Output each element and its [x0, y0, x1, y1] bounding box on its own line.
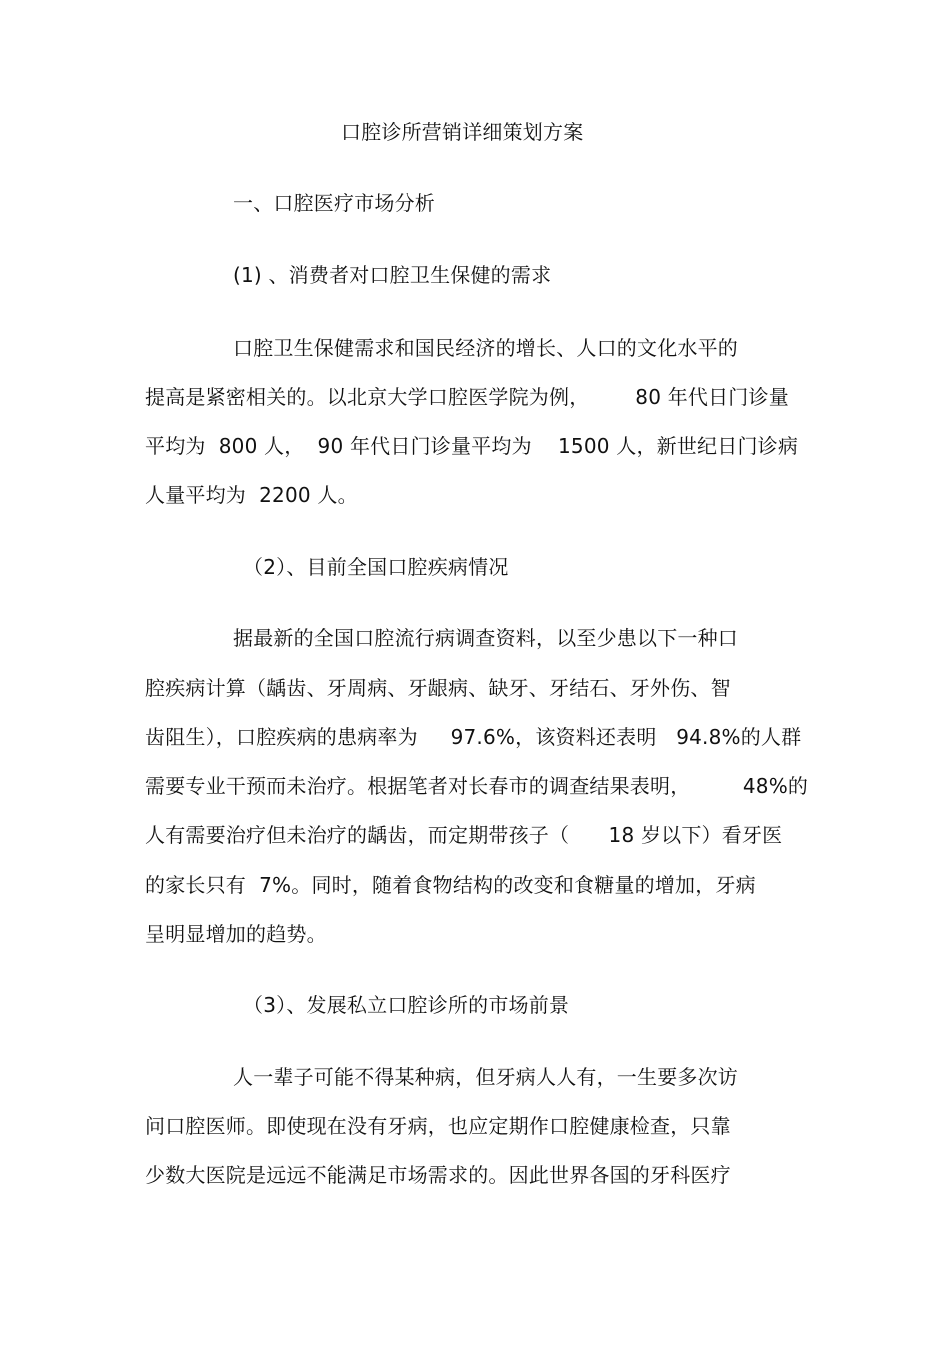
paragraph-line: 需要专业干预而未治疗。根据笔者对长春市的调查结果表明， 48%的 — [145, 774, 809, 798]
paragraph-line: 人一辈子可能不得某种病，但牙病人人有，一生要多次访 — [233, 1065, 738, 1089]
paragraph-line: 提高是紧密相关的。以北京大学口腔医学院为例， 80 年代日门诊量 — [145, 385, 789, 409]
subsection-heading: （2）、目前全国口腔疾病情况 — [243, 555, 509, 579]
paragraph-line: 人有需要治疗但未治疗的龋齿，而定期带孩子（ 18 岁以下）看牙医 — [145, 823, 783, 847]
paragraph-line: 少数大医院是远远不能满足市场需求的。因此世界各国的牙科医疗 — [145, 1163, 731, 1187]
section-heading: 一、口腔医疗市场分析 — [233, 191, 435, 215]
subsection-heading: （3）、发展私立口腔诊所的市场前景 — [243, 993, 570, 1017]
subsection-heading: (1) 、消费者对口腔卫生保健的需求 — [233, 263, 552, 287]
document-title: 口腔诊所营销详细策划方案 — [341, 120, 584, 144]
paragraph-line: 口腔卫生保健需求和国民经济的增长、人口的文化水平的 — [233, 336, 738, 360]
paragraph-line: 呈明显增加的趋势。 — [145, 922, 327, 946]
paragraph-line: 齿阻生），口腔疾病的患病率为 97.6%，该资料还表明 94.8%的人群 — [145, 725, 802, 749]
paragraph-line: 的家长只有 7%。同时，随着食物结构的改变和食糖量的增加，牙病 — [145, 873, 756, 897]
paragraph-line: 人量平均为 2200 人。 — [145, 483, 358, 507]
paragraph-line: 据最新的全国口腔流行病调查资料，以至少患以下一种口 — [233, 626, 738, 650]
paragraph-line: 腔疾病计算（龋齿、牙周病、牙龈病、缺牙、牙结石、牙外伤、智 — [145, 676, 731, 700]
paragraph-line: 平均为 800 人， 90 年代日门诊量平均为 1500 人，新世纪日门诊病 — [145, 434, 799, 458]
paragraph-line: 问口腔医师。即使现在没有牙病，也应定期作口腔健康检查，只靠 — [145, 1114, 731, 1138]
